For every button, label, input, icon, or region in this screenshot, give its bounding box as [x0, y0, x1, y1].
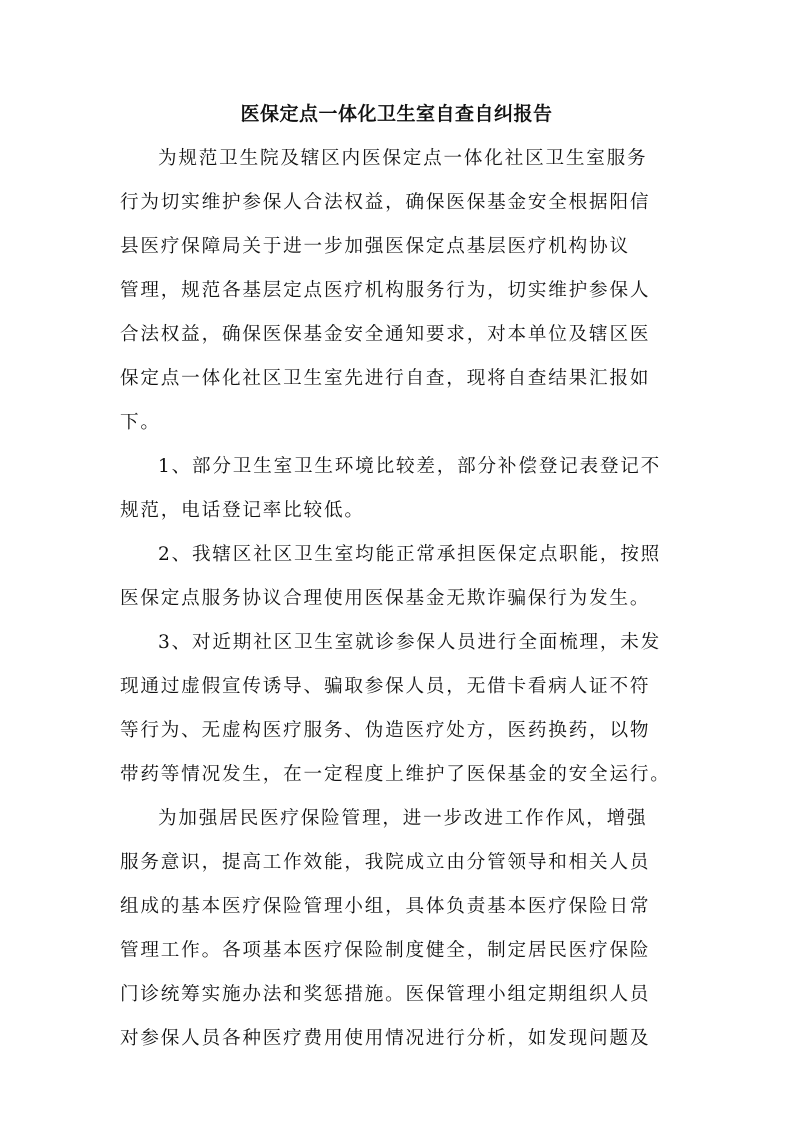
paragraph-intro-line-6: 保定点一体化社区卫生室先进行自查，现将自查结果汇报如: [120, 368, 651, 389]
paragraph-item3-line-1: 3、对近期社区卫生室就诊参保人员进行全面梳理，未发: [158, 632, 662, 653]
paragraph-management-line-3: 组成的基本医疗保险管理小组，具体负责基本医疗保险日常: [120, 896, 651, 917]
paragraph-intro-line-2: 行为切实维护参保人合法权益，确保医保基金安全根据阳信: [120, 192, 651, 213]
paragraph-intro-line-1: 为规范卫生院及辖区内医保定点一体化社区卫生室服务: [158, 148, 648, 169]
paragraph-item3-line-2: 现通过虚假宣传诱导、骗取参保人员，无借卡看病人证不符: [120, 676, 651, 697]
paragraph-item2-line-1: 2、我辖区社区卫生室均能正常承担医保定点职能，按照: [158, 544, 662, 565]
document-title: 医保定点一体化卫生室自查自纠报告: [240, 103, 553, 125]
paragraph-intro-line-4: 管理，规范各基层定点医疗机构服务行为，切实维护参保人: [120, 280, 651, 301]
paragraph-item1-line-1: 1、部分卫生室卫生环境比较差，部分补偿登记表登记不: [158, 456, 662, 477]
paragraph-intro-line-5: 合法权益，确保医保基金安全通知要求，对本单位及辖区医: [120, 324, 651, 345]
paragraph-management-line-5: 门诊统筹实施办法和奖惩措施。医保管理小组定期组织人员: [120, 984, 651, 1005]
paragraph-management-line-2: 服务意识，提高工作效能，我院成立由分管领导和相关人员: [120, 852, 651, 873]
paragraph-management-line-6: 对参保人员各种医疗费用使用情况进行分析，如发现问题及: [120, 1028, 651, 1049]
paragraph-intro-line-3: 县医疗保障局关于进一步加强医保定点基层医疗机构协议: [120, 236, 630, 257]
paragraph-item2-line-2: 医保定点服务协议合理使用医保基金无欺诈骗保行为发生。: [120, 588, 651, 609]
paragraph-item3-line-4: 带药等情况发生，在一定程度上维护了医保基金的安全运行。: [120, 764, 671, 785]
paragraph-management-line-1: 为加强居民医疗保险管理，进一步改进工作作风，增强: [158, 808, 648, 829]
paragraph-management-line-4: 管理工作。各项基本医疗保险制度健全，制定居民医疗保险: [120, 940, 651, 961]
paragraph-item1-line-2: 规范，电话登记率比较低。: [120, 500, 365, 521]
paragraph-intro-line-7: 下。: [120, 412, 161, 433]
paragraph-item3-line-3: 等行为、无虚构医疗服务、伪造医疗处方，医药换药，以物: [120, 720, 651, 741]
